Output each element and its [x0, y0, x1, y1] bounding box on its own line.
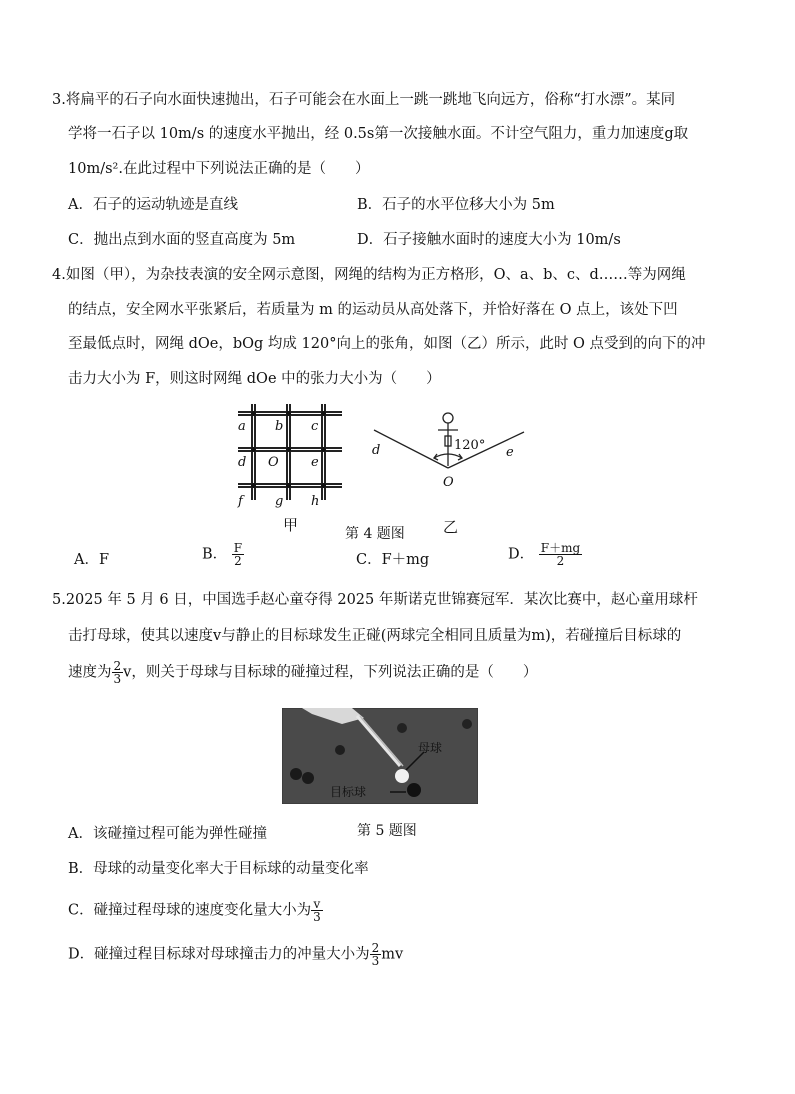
node-o-label: O — [268, 455, 279, 470]
q5-option-d-suffix: mv — [381, 946, 404, 963]
q4-option-d-fraction — [539, 542, 582, 567]
q5-line-3-prefix: 速度为 — [68, 664, 112, 681]
figure-yi-label: 乙 — [443, 518, 459, 536]
q4-option-c: C．F＋mg — [356, 552, 430, 568]
cue-ball-label: 母球 — [418, 741, 443, 755]
q3-option-d: D．石子接触水面时的速度大小为 10m/s — [357, 232, 621, 248]
q5-option-c-fraction — [311, 898, 323, 923]
figure-5-caption: 第 5 题图 — [357, 823, 417, 839]
node-a-label: a — [238, 419, 246, 434]
q5-option-c — [68, 898, 323, 923]
q4-option-a: A．F — [74, 552, 110, 568]
q3-line-1: 3.将扁平的石子向水面快速抛出，石子可能会在水面上一跳一跳地飞向远方，俗称“打水漂”。某同 — [52, 92, 676, 108]
q5-option-b: B．母球的动量变化率大于目标球的动量变化率 — [68, 861, 369, 877]
q3-option-c: C．抛出点到水面的竖直高度为 5m — [68, 232, 296, 248]
node-h-label: h — [311, 494, 320, 509]
node-b-label: b — [275, 419, 284, 434]
q5-line-1: 5.2025 年 5 月 6 日，中国选手赵心童夺得 2025 年斯诺克世锦赛冠军．某次比赛中，赵心童用球杆 — [52, 592, 698, 608]
q4-option-d-denominator: 2 — [556, 554, 565, 568]
q4-option-b — [202, 542, 244, 567]
q5-line-3 — [68, 660, 537, 685]
q4-line-4: 击力大小为 F，则这时网绳 dOe 中的张力大小为（ ） — [68, 371, 441, 387]
q5-option-d-numerator: 2 — [371, 941, 380, 955]
node-f-label: f — [238, 494, 243, 509]
q3-option-b: B．石子的水平位移大小为 5m — [357, 197, 555, 213]
q4-line-2: 的结点，安全网水平张紧后，若质量为 m 的运动员从高处落下，并恰好落在 O 点上，该处下凹 — [68, 302, 678, 318]
rope-d-label: d — [372, 443, 381, 458]
q5-option-c-denominator: 3 — [313, 910, 321, 924]
node-e-label: e — [311, 455, 319, 470]
snooker-photo — [282, 708, 478, 804]
rope-e-label: e — [506, 445, 514, 460]
q5-velocity-numerator: 2 — [113, 659, 122, 673]
q5-option-a: A．该碰撞过程可能为弹性碰撞 — [68, 826, 267, 842]
q4-option-b-numerator: F — [233, 541, 243, 555]
figure-4-caption: 第 4 题图 — [345, 526, 405, 542]
net-grid-figure — [230, 402, 350, 520]
figure-jia-label: 甲 — [283, 516, 299, 534]
q5-option-d-denominator: 3 — [371, 954, 380, 968]
node-g-label: g — [275, 494, 284, 509]
angle-label: 120° — [454, 438, 486, 453]
q4-option-b-fraction — [232, 542, 244, 567]
q5-velocity-denominator: 3 — [113, 672, 122, 686]
q5-velocity-fraction — [112, 660, 124, 685]
q5-line-2: 击打母球，使其以速度v与静止的目标球发生正碰(两球完全相同且质量为m)，若碰撞后目标球的 — [68, 628, 682, 644]
q5-option-c-prefix: C．碰撞过程母球的速度变化量大小为 — [68, 902, 312, 919]
target-ball-label: 目标球 — [330, 785, 367, 799]
q3-line-3: 10m/s².在此过程中下列说法正确的是（ ） — [68, 161, 370, 177]
q4-line-1: 4.如图（甲），为杂技表演的安全网示意图，网绳的结构为正方格形，O、a、b、c、d……等为网绳 — [52, 267, 686, 283]
q4-option-d-numerator: F＋mg — [540, 541, 581, 555]
q4-option-b-prefix: B． — [202, 546, 228, 563]
q4-option-b-denominator: 2 — [234, 554, 242, 568]
q4-line-3: 至最低点时，网绳 dOe，bOg 均成 120°向上的张角，如图（乙）所示，此时 O 点受到的向下的冲 — [68, 336, 706, 352]
q3-line-2: 学将一石子以 10m/s 的速度水平抛出，经 0.5s第一次接触水面。不计空气阻力，重力加速度g取 — [68, 126, 689, 142]
node-d-label: d — [238, 455, 247, 470]
q5-option-d-fraction — [370, 942, 382, 967]
q4-option-d-prefix: D． — [508, 546, 535, 563]
net-sag-figure — [368, 408, 534, 496]
node-c-label: c — [311, 419, 319, 434]
point-o-label: O — [443, 475, 454, 490]
q4-option-d — [508, 542, 582, 567]
q5-line-3-suffix: v，则关于母球与目标球的碰撞过程，下列说法正确的是（ ） — [123, 664, 538, 681]
q3-option-a: A．石子的运动轨迹是直线 — [68, 197, 238, 213]
q5-option-c-numerator: v — [311, 898, 323, 911]
q5-option-d-prefix: D．碰撞过程目标球对母球撞击力的冲量大小为 — [68, 946, 370, 963]
q5-option-d — [68, 942, 403, 967]
